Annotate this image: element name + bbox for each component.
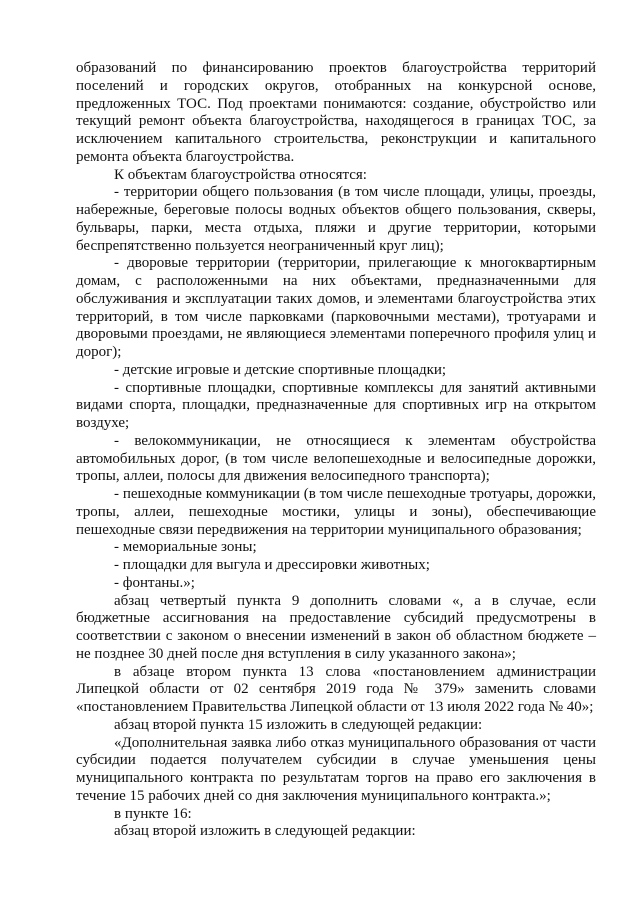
list-item: - фонтаны.»; [114, 574, 195, 591]
paragraph: абзац второй пункта 15 изложить в следующей редакции: [114, 716, 483, 733]
list-item: - детские игровые и детские спортивные площадки; [114, 361, 447, 378]
list-item: - пешеходные коммуникации (в том числе пешеходные тротуары, дорожки, тропы, аллеи, пешеходные мостики, улицы и зоны), обеспечивающие пешеходные связи передвижения на территории муниципального образования; [76, 486, 596, 538]
list-item: - велокоммуникации, не относящиеся к элементам обустройства автомобильных дорог, (в том числе велопешеходные и велосипедные дорожки, тропы, аллеи, полосы для движения велосипедного транспорта); [76, 432, 596, 485]
paragraph: абзац второй изложить в следующей редакции: [114, 823, 416, 840]
paragraph: в абзаце втором пункта 13 слова «постановлением администрации Липецкой области от 02 сентября 2019 года № 379» заменить словами «постановлением Правительства Липецкой области от 13 июля 2022 года № 40»; [76, 663, 596, 715]
paragraph: К объектам благоустройства относятся: [114, 166, 367, 183]
list-item: - территории общего пользования (в том числе площади, улицы, проезды, набережные, береговые полосы водных объектов общего пользования, скверы, бульвары, парки, места отдыха, пляжи и другие территории, которыми беспрепятственно пользуется неограниченный круг лиц); [76, 184, 596, 254]
list-item: - мемориальные зоны; [114, 539, 257, 556]
list-item: - спортивные площадки, спортивные комплексы для занятий активными видами спорта, площадки, предназначенные для спортивных игр на открытом воздухе; [76, 379, 596, 431]
paragraph: абзац четвертый пункта 9 дополнить словами «, а в случае, если бюджетные ассигнования на предоставление субсидий предусмотрены в соответствии с законом о внесении изменений в закон об областном бюджете – не позднее 30 дней после дня вступления в силу указанного закона»; [76, 592, 596, 662]
paragraph: в пункте 16: [114, 805, 192, 822]
paragraph: «Дополнительная заявка либо отказ муниципального образования от части субсидии подается получателем субсидии в случае уменьшения цены муниципального контракта по результатам торгов на право его заключения в течение 15 рабочих дней со дня заключения муниципального контракта.»; [76, 734, 596, 804]
list-item: - дворовые территории (территории, прилегающие к многоквартирным домам, с расположенными на них объектами, предназначенными для обслуживания и эксплуатации таких домов, и элементами благоустройства этих территорий, в том числе парковками (парковочными местами), тротуарами и дворовыми проездами, не являющиеся элементами поперечного профиля улиц и дорог); [76, 255, 596, 360]
paragraph: образований по финансированию проектов благоустройства территорий поселений и городских округов, отобранных на конкурсной основе, предложенных ТОС. Под проектами понимаются: создание, обустройство или текущий ремонт объекта благоустройства, находящегося в границах ТОС, за исключением капитального строительства, реконструкции и капитального ремонта объекта благоустройства. [76, 60, 596, 165]
list-item: - площадки для выгула и дрессировки животных; [114, 557, 430, 573]
document-body [76, 60, 596, 841]
